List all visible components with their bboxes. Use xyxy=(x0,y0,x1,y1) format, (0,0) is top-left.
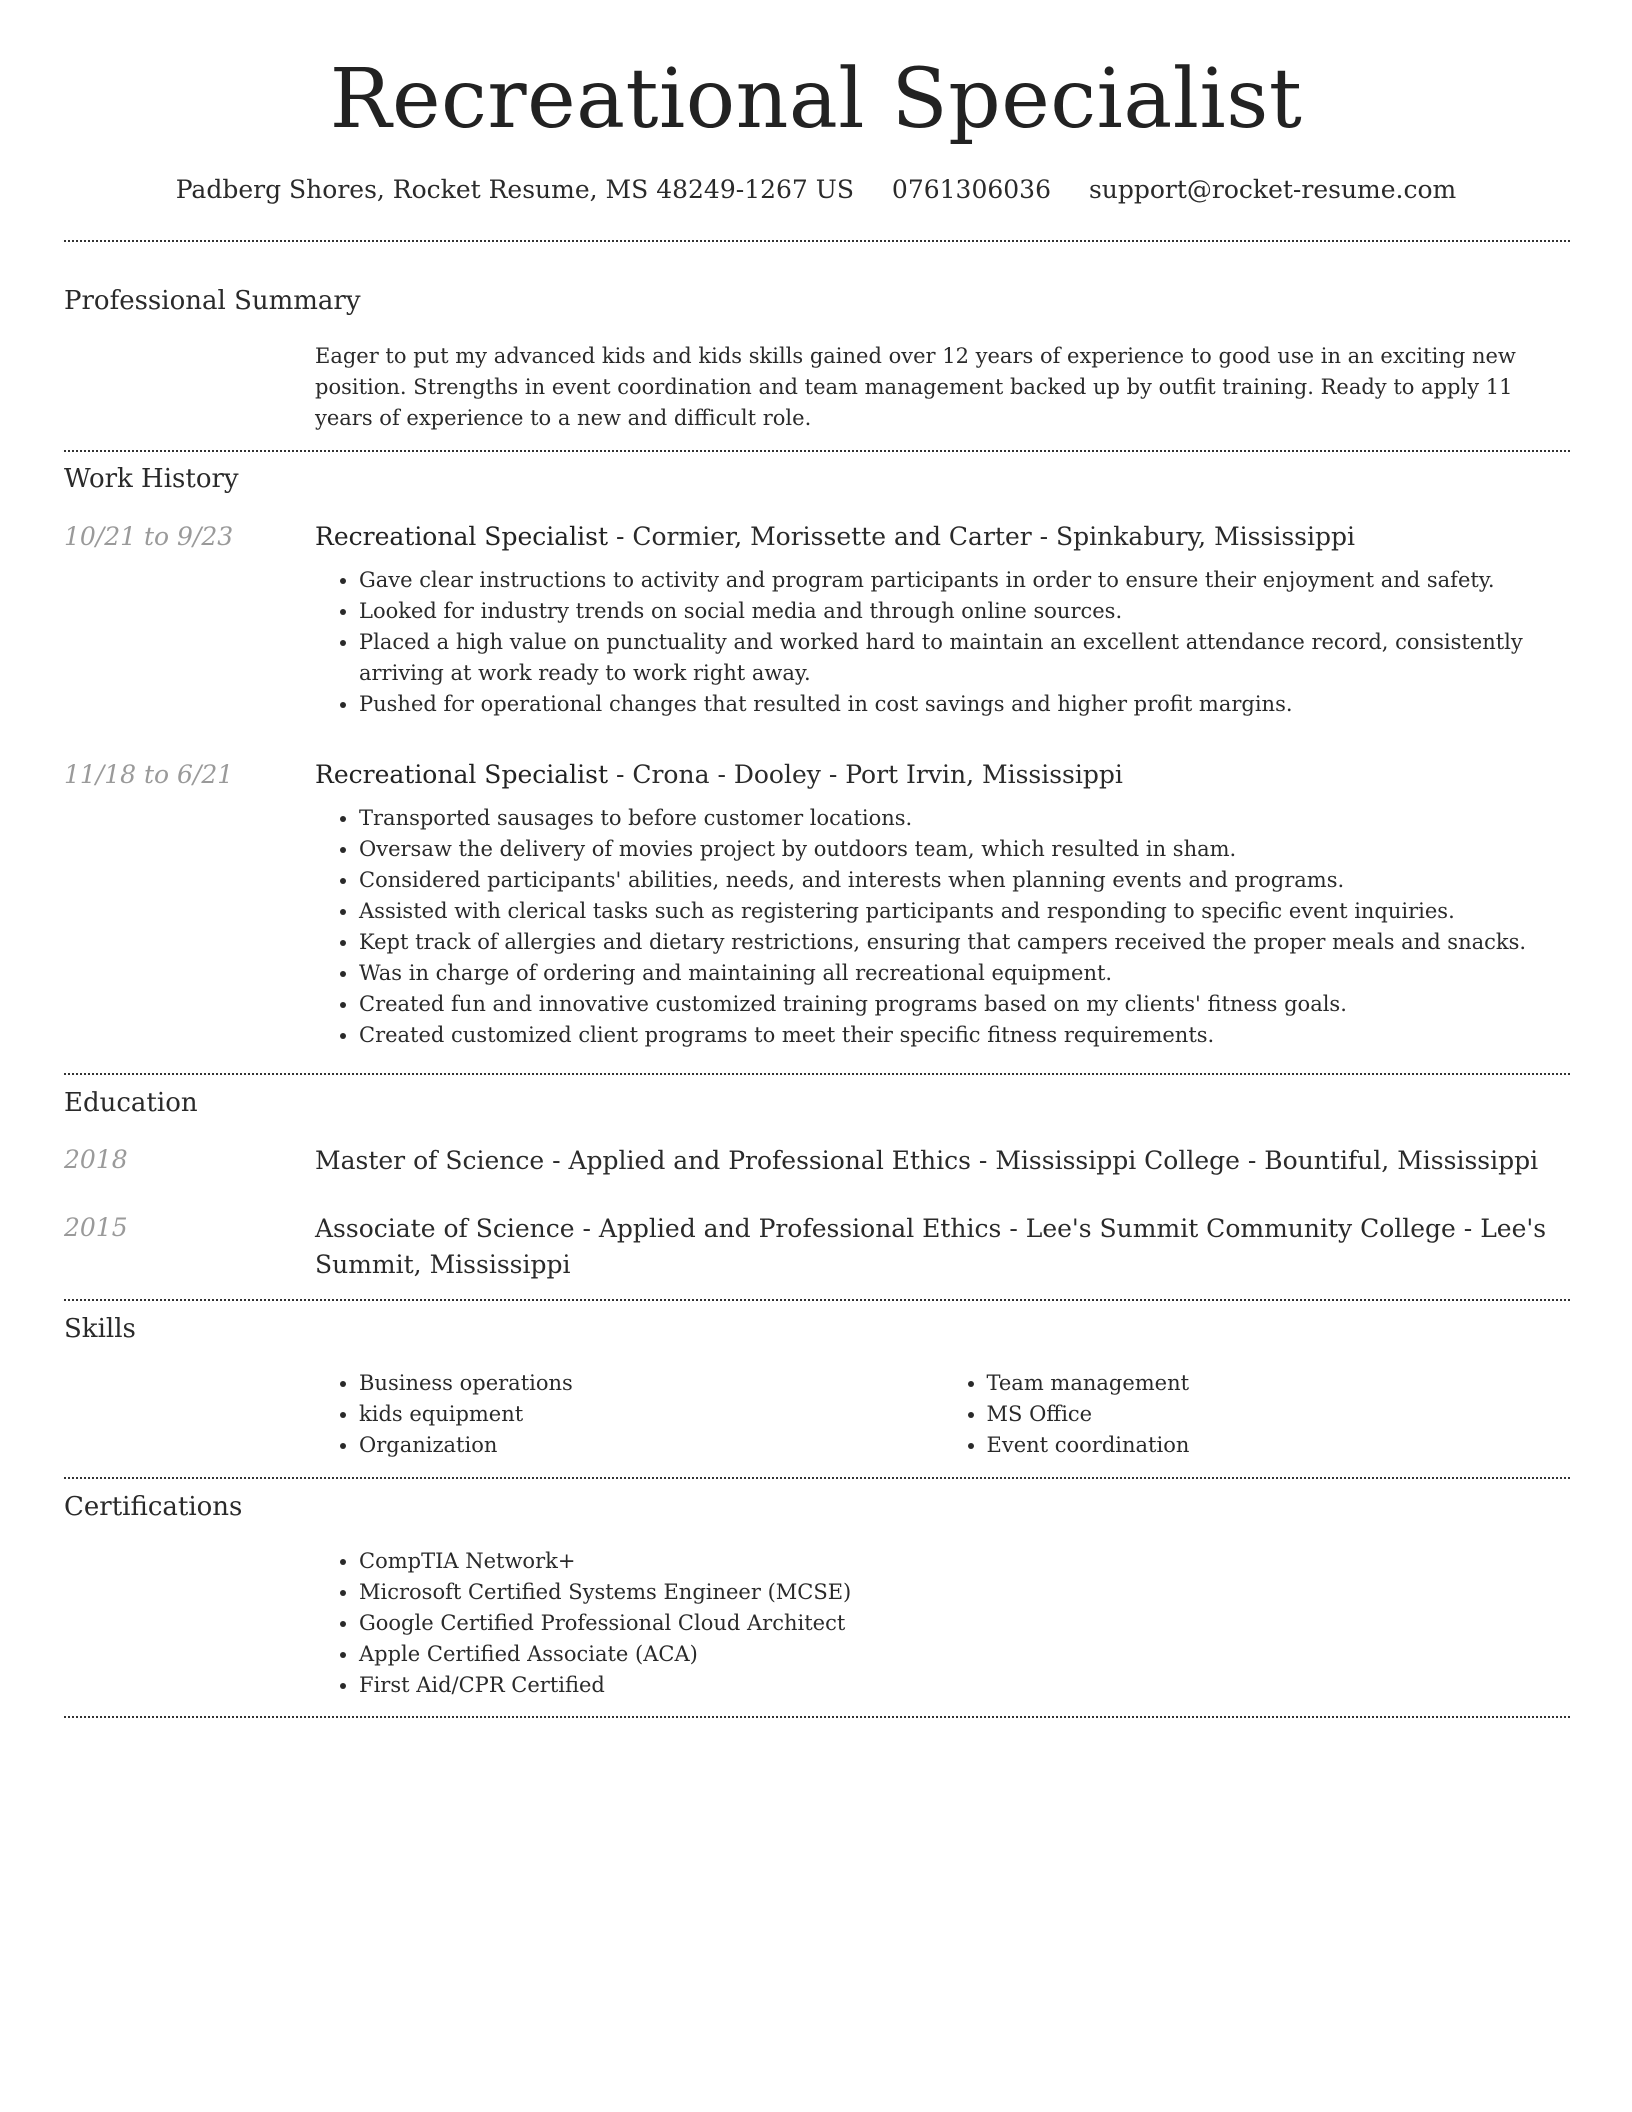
contact-email: support@rocket-resume.com xyxy=(1088,175,1457,204)
list-item: • Considered participants' abilities, needs, and interests when planning events and programs. xyxy=(359,865,1570,896)
job-bullets xyxy=(315,803,1570,1051)
education-heading xyxy=(315,1211,1570,1283)
skill-item: • Organization xyxy=(359,1430,943,1461)
section-title-education: Education xyxy=(64,1088,198,1118)
education-degree: Associate of Science - Applied and Professional Ethics xyxy=(315,1214,1002,1243)
job-dates: 11/18 to 6/21 xyxy=(64,760,234,789)
list-item: • Placed a high value on punctuality and worked hard to maintain an excellent attendance record, consistently arriving at work ready to work right away. xyxy=(359,627,1570,689)
summary-text: Eager to put my advanced kids and kids skills gained over 12 years of experience to good use in an exciting new position. Strengths in event coordination and team management backed up by outfit training. Ready to apply 11 years of experience to a new and difficult role. xyxy=(315,344,1516,430)
education-year: 2015 xyxy=(64,1213,128,1242)
certifications-list xyxy=(315,1546,1570,1701)
certification-item: • Google Certified Professional Cloud Architect xyxy=(359,1608,1570,1639)
divider xyxy=(64,1716,1570,1718)
list-item: • Assisted with clerical tasks such as registering participants and responding to specific event inquiries. xyxy=(359,896,1570,927)
job-entry xyxy=(315,758,1570,1051)
job-entry xyxy=(315,520,1570,720)
job-title: Recreational Specialist xyxy=(315,522,609,551)
job-title: Recreational Specialist xyxy=(315,760,609,789)
contact-address: Padberg Shores, Rocket Resume, MS 48249-1267 US xyxy=(175,175,854,204)
skills-grid xyxy=(315,1368,1570,1461)
skills-block xyxy=(315,1368,1570,1461)
job-heading xyxy=(315,758,1570,792)
education-entry xyxy=(315,1211,1570,1283)
resume-header xyxy=(0,0,1632,206)
skill-item: • kids equipment xyxy=(359,1399,943,1430)
education-year: 2018 xyxy=(64,1145,128,1174)
summary-block xyxy=(315,341,1570,434)
education-degree: Master of Science - Applied and Professional Ethics xyxy=(315,1146,971,1175)
list-item: • Was in charge of ordering and maintaining all recreational equipment. xyxy=(359,958,1570,989)
list-item: • Created fun and innovative customized training programs based on my clients' fitness goals. xyxy=(359,989,1570,1020)
education-details: - Lee's Summit Community College - Lee's Summit, Mississippi xyxy=(315,1214,1547,1279)
skill-item: • Team management xyxy=(987,1368,1571,1399)
divider xyxy=(64,450,1570,452)
divider xyxy=(64,240,1570,242)
skill-item: • Event coordination xyxy=(987,1430,1571,1461)
certification-item: • First Aid/CPR Certified xyxy=(359,1670,1570,1701)
job-dates: 10/21 to 9/23 xyxy=(64,522,234,551)
job-details: - Crona - Dooley - Port Irvin, Mississippi xyxy=(608,760,1123,789)
section-title-summary: Professional Summary xyxy=(64,286,361,316)
list-item: • Gave clear instructions to activity and program participants in order to ensure their enjoyment and safety. xyxy=(359,565,1570,596)
certification-item: • Apple Certified Associate (ACA) xyxy=(359,1639,1570,1670)
skill-item: • Business operations xyxy=(359,1368,943,1399)
contact-phone: 0761306036 xyxy=(891,175,1051,204)
job-heading xyxy=(315,520,1570,554)
education-entry xyxy=(315,1143,1570,1179)
job-details: - Cormier, Morissette and Carter - Spinkabury, Mississippi xyxy=(608,522,1355,551)
skills-list-right xyxy=(943,1368,1571,1461)
list-item: • Oversaw the delivery of movies project by outdoors team, which resulted in sham. xyxy=(359,834,1570,865)
job-bullets xyxy=(315,565,1570,720)
education-heading xyxy=(315,1143,1570,1179)
list-item: • Transported sausages to before customer locations. xyxy=(359,803,1570,834)
section-title-skills: Skills xyxy=(64,1314,136,1344)
list-item: • Kept track of allergies and dietary restrictions, ensuring that campers received the proper meals and snacks. xyxy=(359,927,1570,958)
certification-item: • CompTIA Network+ xyxy=(359,1546,1570,1577)
list-item: • Created customized client programs to meet their specific fitness requirements. xyxy=(359,1020,1570,1051)
education-details: - Mississippi College - Bountiful, Mississippi xyxy=(970,1146,1539,1175)
certification-item: • Microsoft Certified Systems Engineer (MCSE) xyxy=(359,1577,1570,1608)
divider xyxy=(64,1299,1570,1301)
list-item: • Pushed for operational changes that resulted in cost savings and higher profit margins. xyxy=(359,689,1570,720)
contact-line xyxy=(0,174,1632,206)
list-item: • Looked for industry trends on social media and through online sources. xyxy=(359,596,1570,627)
section-title-work: Work History xyxy=(64,464,239,494)
section-title-certifications: Certifications xyxy=(64,1492,243,1522)
skills-list-left xyxy=(315,1368,943,1461)
skill-item: • MS Office xyxy=(987,1399,1571,1430)
certifications-block xyxy=(315,1546,1570,1701)
divider xyxy=(64,1073,1570,1075)
divider xyxy=(64,1477,1570,1479)
candidate-name: Recreational Specialist xyxy=(329,52,1303,147)
